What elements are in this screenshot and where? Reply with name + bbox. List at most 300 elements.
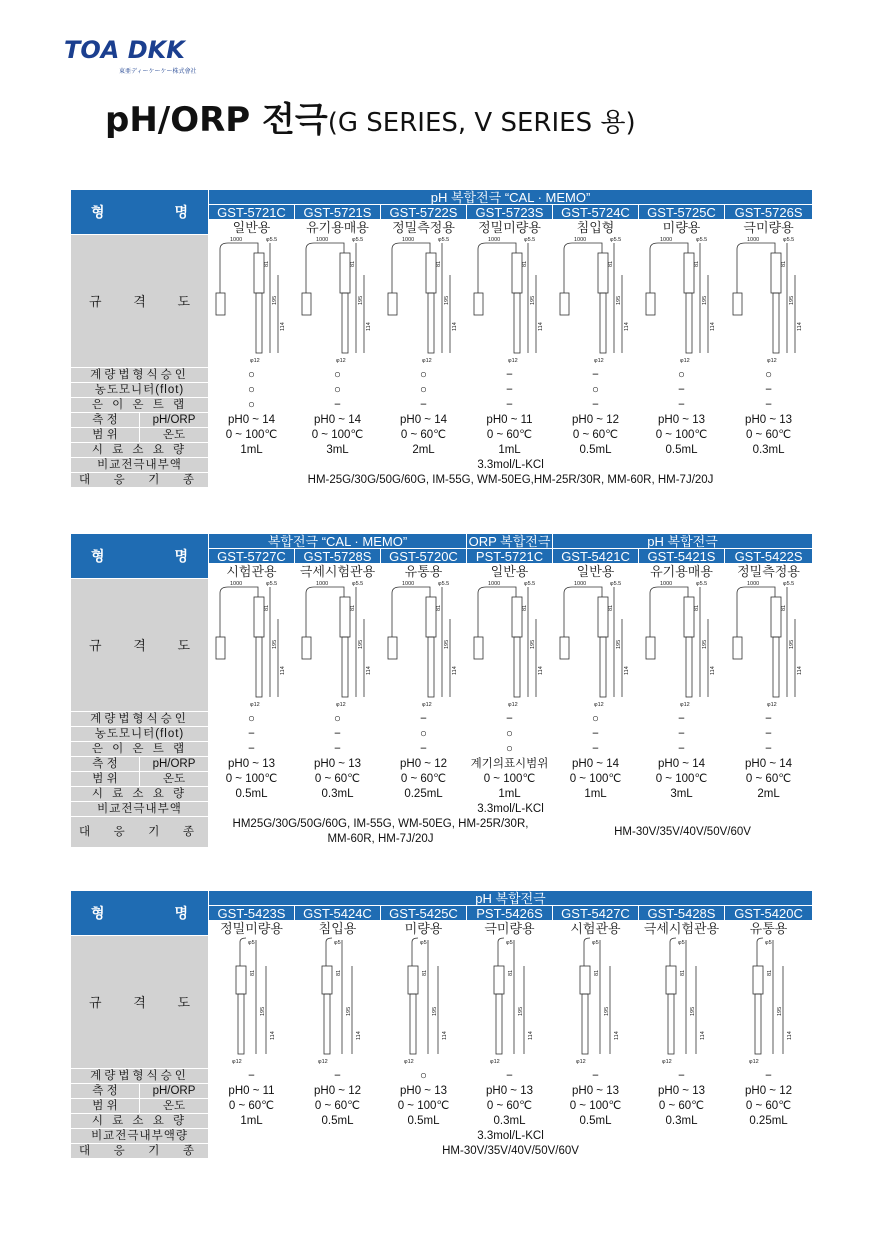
dimension-label: φ5.5 [609, 237, 621, 243]
model-label: 형 명 [71, 190, 209, 235]
dimension-label: φ5.5 [265, 581, 277, 587]
use-cell: 정밀측정용 [381, 220, 467, 235]
dimension-label: φ12 [661, 1059, 672, 1065]
approval-cell: − [639, 1069, 725, 1084]
electrode-cap [598, 253, 608, 293]
dimension-label: 81 [679, 969, 686, 976]
electrode-cap [598, 597, 608, 637]
approval-cell: − [467, 368, 553, 383]
sample-cell: 0.5mL [639, 443, 725, 458]
dimension-label: φ12 [317, 1059, 328, 1065]
monitor-cell: ○ [381, 383, 467, 398]
sample-cell: 0.5mL [295, 1114, 381, 1129]
cable-line [650, 243, 688, 293]
range-label-1: 측 정 [71, 757, 140, 772]
dimension-label: 114 [441, 1031, 448, 1040]
approval-cell: ○ [381, 368, 467, 383]
electrode-drawing [640, 936, 724, 1068]
dimension-label: 1000 [746, 581, 759, 587]
compatible-row [71, 817, 813, 848]
ph-cell: pH0 ~ 14 [725, 757, 813, 772]
dimension-label: φ12 [766, 358, 777, 364]
use-cell: 시험관용 [553, 921, 639, 936]
cable-line [564, 243, 602, 293]
ph-cell: pH0 ~ 11 [209, 1084, 295, 1099]
electrode-body [256, 637, 262, 697]
dimension-label: φ12 [593, 702, 604, 708]
dimension-label: 81 [766, 969, 773, 976]
dimension-label: 81 [349, 604, 356, 611]
dimension-label: 195 [776, 1006, 783, 1016]
use-cell: 미량용 [381, 921, 467, 936]
dimension-label: φ5 [505, 940, 513, 946]
monitor-row [71, 383, 813, 398]
drawing-label: 규 격 도 [71, 235, 209, 368]
dimension-label: 195 [701, 295, 708, 305]
approval-row [71, 1069, 813, 1084]
dimension-label: 114 [451, 666, 458, 675]
connector-shape [646, 637, 655, 659]
sample-cell: 0.5mL [553, 443, 639, 458]
temp-label: 온도 [140, 772, 209, 787]
monitor-cell: ○ [209, 383, 295, 398]
ion-cell: ○ [467, 742, 553, 757]
dimension-label: 114 [451, 322, 458, 331]
connector-shape [560, 293, 569, 315]
approval-cell: − [725, 1069, 813, 1084]
temp-row [71, 1099, 813, 1114]
spec-table-2 [70, 533, 813, 848]
dimension-label: φ5.5 [695, 581, 707, 587]
ph-cell: pH0 ~ 13 [553, 1084, 639, 1099]
dimension-label: φ5.5 [351, 581, 363, 587]
approval-cell: ○ [295, 368, 381, 383]
temp-cell: 0 ~ 60℃ [295, 1099, 381, 1114]
dimension-label: 114 [709, 666, 716, 675]
electrode-body [582, 994, 588, 1054]
ref-value: 3.3mol/L-KCl [209, 802, 813, 817]
dimension-label: φ12 [249, 358, 260, 364]
temp-cell: 0 ~ 60℃ [467, 1099, 553, 1114]
temp-row [71, 772, 813, 787]
ph-cell: pH0 ~ 13 [209, 757, 295, 772]
monitor-cell: − [553, 727, 639, 742]
compatible-label: 대 응 기 종 [71, 1144, 209, 1159]
dimension-label: φ5.5 [523, 237, 535, 243]
compatible-value-a [209, 817, 553, 848]
sample-row [71, 443, 813, 458]
cable-line [220, 243, 258, 293]
ion-row [71, 742, 813, 757]
brand-logo [64, 36, 214, 82]
dimension-label: 81 [780, 260, 787, 267]
compatible-line-1: HM25G/30G/50G/60G, IM-55G, WM-50EG, HM-25R/30R, [232, 818, 529, 830]
ion-cell: − [381, 398, 467, 413]
dimension-label: φ12 [403, 1059, 414, 1065]
compatible-label: 대 응 기 종 [71, 473, 209, 488]
model-cell: GST-5423S [209, 906, 295, 921]
drawing-cell [381, 235, 467, 368]
dimension-label: 195 [788, 639, 795, 649]
monitor-label: 농도모니터(flot) [71, 727, 209, 742]
electrode-cap [340, 253, 350, 293]
monitor-cell: ○ [467, 727, 553, 742]
electrode-body [324, 994, 330, 1054]
dimension-label: φ5 [677, 940, 685, 946]
electrode-cap [254, 253, 264, 293]
ion-cell: − [381, 742, 467, 757]
range-label-1: 측 정 [71, 413, 140, 428]
monitor-cell: − [209, 727, 295, 742]
dimension-label: φ5 [419, 940, 427, 946]
drawing-cell [553, 235, 639, 368]
approval-cell: ○ [295, 712, 381, 727]
approval-cell: ○ [209, 368, 295, 383]
sample-cell: 1mL [467, 787, 553, 802]
dimension-label: 1000 [573, 237, 586, 243]
ph-row [71, 1084, 813, 1099]
dimension-label: 1000 [315, 237, 328, 243]
dimension-label: φ5 [247, 940, 255, 946]
drawing-cell [467, 235, 553, 368]
ph-cell: pH0 ~ 13 [381, 1084, 467, 1099]
cable-line [670, 938, 676, 966]
dimension-label: 114 [613, 1031, 620, 1040]
ph-cell: pH0 ~ 14 [381, 413, 467, 428]
spec-table-3 [70, 890, 813, 1159]
use-cell: 극미량용 [725, 220, 813, 235]
electrode-body [686, 293, 692, 353]
ph-cell: pH0 ~ 12 [553, 413, 639, 428]
electrode-drawing [468, 579, 552, 711]
monitor-cell: − [639, 727, 725, 742]
ph-cell: pH0 ~ 12 [725, 1084, 813, 1099]
approval-cell: ○ [553, 712, 639, 727]
dimension-label: 81 [607, 260, 614, 267]
sample-cell: 2mL [725, 787, 813, 802]
dimension-label: 81 [521, 260, 528, 267]
compatible-value: HM-30V/35V/40V/50V/60V [209, 1144, 813, 1159]
dimension-label: φ5.5 [782, 237, 794, 243]
electrode-body [773, 293, 779, 353]
drawing-cell [639, 579, 725, 712]
dimension-label: 1000 [229, 581, 242, 587]
range-label-1: 측 정 [71, 1084, 140, 1099]
sample-cell: 0.3mL [639, 1114, 725, 1129]
approval-cell: ○ [381, 1069, 467, 1084]
cable-line [650, 587, 688, 637]
dimension-label: 114 [796, 322, 803, 331]
model-cell: GST-5723S [467, 205, 553, 220]
drawing-cell [467, 936, 553, 1069]
cable-line [737, 587, 775, 637]
electrode-body [238, 994, 244, 1054]
electrode-body [342, 637, 348, 697]
electrode-drawing [727, 235, 811, 367]
approval-cell: ○ [725, 368, 813, 383]
connector-shape [646, 293, 655, 315]
monitor-cell: − [725, 383, 813, 398]
cable-line [326, 938, 332, 966]
ion-cell: − [295, 398, 381, 413]
connector-shape [216, 293, 225, 315]
ph-cell: pH0 ~ 14 [553, 757, 639, 772]
ref-value: 3.3mol/L-KCl [209, 458, 813, 473]
ph-cell: pH0 ~ 13 [295, 757, 381, 772]
ref-row [71, 802, 813, 817]
monitor-cell: − [295, 727, 381, 742]
sample-cell: 0.5mL [209, 787, 295, 802]
ph-cell: pH0 ~ 13 [725, 413, 813, 428]
dimension-label: φ12 [249, 702, 260, 708]
sample-label: 시 료 소 요 량 [71, 1114, 209, 1129]
temp-cell: 0 ~ 100℃ [553, 1099, 639, 1114]
connector-shape [388, 293, 397, 315]
dimension-label: 195 [689, 1006, 696, 1016]
approval-cell: − [553, 368, 639, 383]
cable-line [392, 587, 430, 637]
dimension-label: 195 [357, 639, 364, 649]
dimension-label: 195 [529, 639, 536, 649]
electrode-drawing [210, 235, 294, 367]
dimension-label: 195 [443, 295, 450, 305]
range-label-2: 범 위 [71, 428, 140, 443]
drawing-cell [381, 579, 467, 712]
compatible-value: HM-25G/30G/50G/60G, IM-55G, WM-50EG,HM-25R/30R, MM-60R, HM-7J/20J [209, 473, 813, 488]
electrode-drawing [468, 235, 552, 367]
dimension-label: 81 [593, 969, 600, 976]
dimension-label: 1000 [487, 581, 500, 587]
dimension-label: φ12 [575, 1059, 586, 1065]
use-cell: 시험관용 [209, 564, 295, 579]
dimension-label: 114 [365, 322, 372, 331]
cable-line [584, 938, 590, 966]
electrode-drawing [382, 579, 466, 711]
sample-cell: 3mL [295, 443, 381, 458]
dimension-label: 195 [615, 639, 622, 649]
temp-cell: 0 ~ 100℃ [209, 772, 295, 787]
temp-cell: 0 ~ 60℃ [725, 428, 813, 443]
dimension-label: φ12 [766, 702, 777, 708]
use-cell: 정밀미량용 [467, 220, 553, 235]
use-cell: 침입형 [553, 220, 639, 235]
electrode-drawing [382, 235, 466, 367]
dimension-label: φ12 [748, 1059, 759, 1065]
temp-row [71, 428, 813, 443]
electrode-drawing [640, 235, 724, 367]
dimension-label: 81 [263, 604, 270, 611]
dimension-label: 1000 [573, 581, 586, 587]
temp-cell: 0 ~ 60℃ [295, 772, 381, 787]
ph-cell: pH0 ~ 13 [467, 1084, 553, 1099]
dimension-label: φ12 [335, 702, 346, 708]
dimension-label: 1000 [487, 237, 500, 243]
sample-cell: 0.25mL [381, 787, 467, 802]
dimension-label: φ12 [679, 702, 690, 708]
drawing-label: 규 격 도 [71, 579, 209, 712]
dimension-label: 195 [345, 1006, 352, 1016]
sample-cell: 1mL [467, 443, 553, 458]
dimension-label: 81 [521, 604, 528, 611]
ion-row [71, 398, 813, 413]
approval-cell: − [553, 1069, 639, 1084]
ph-cell: pH0 ~ 11 [467, 413, 553, 428]
approval-cell: − [209, 1069, 295, 1084]
group-header: pH 복합전극 [553, 534, 813, 549]
electrode-body [600, 293, 606, 353]
model-cell: PST-5426S [467, 906, 553, 921]
electrode-drawing [296, 579, 380, 711]
electrode-body [773, 637, 779, 697]
electrode-body [410, 994, 416, 1054]
sample-cell: 0.3mL [295, 787, 381, 802]
ph-cell: pH0 ~ 14 [639, 757, 725, 772]
drawing-cell [381, 936, 467, 1069]
dimension-label: φ5.5 [351, 237, 363, 243]
cable-line [478, 587, 516, 637]
dimension-label: 114 [623, 666, 630, 675]
sample-label: 시 료 소 요 량 [71, 443, 209, 458]
temp-cell: 0 ~ 60℃ [381, 428, 467, 443]
electrode-cap [494, 966, 504, 994]
ion-label: 은 이 온 트 랩 [71, 398, 209, 413]
dimension-label: φ5.5 [437, 237, 449, 243]
sample-cell: 0.3mL [467, 1114, 553, 1129]
dimension-label: 81 [507, 969, 514, 976]
electrode-drawing [640, 579, 724, 711]
drawing-row [71, 235, 813, 368]
electrode-cap [322, 966, 332, 994]
use-cell: 미량용 [639, 220, 725, 235]
ph-cell: 계기의표시범위 [467, 757, 553, 772]
model-cell: GST-5421C [553, 549, 639, 564]
compatible-value-b: HM-30V/35V/40V/50V/60V [553, 817, 813, 848]
dimension-label: 114 [623, 322, 630, 331]
cable-line [498, 938, 504, 966]
dimension-label: 81 [780, 604, 787, 611]
approval-cell: − [725, 712, 813, 727]
sample-row [71, 787, 813, 802]
model-label: 형 명 [71, 891, 209, 936]
temp-cell: 0 ~ 100℃ [639, 772, 725, 787]
drawing-cell [725, 235, 813, 368]
electrode-drawing [727, 579, 811, 711]
dimension-label: 114 [365, 666, 372, 675]
dimension-label: 1000 [315, 581, 328, 587]
dimension-label: 195 [271, 295, 278, 305]
dimension-label: 195 [271, 639, 278, 649]
dimension-label: 1000 [401, 581, 414, 587]
model-cell: GST-5727C [209, 549, 295, 564]
dimension-label: φ12 [507, 702, 518, 708]
range-label-2: 범 위 [71, 772, 140, 787]
electrode-cap [771, 597, 781, 637]
model-cell: GST-5721C [209, 205, 295, 220]
cable-line [240, 938, 246, 966]
monitor-cell: − [467, 383, 553, 398]
model-cell: GST-5721S [295, 205, 381, 220]
ion-cell: − [467, 398, 553, 413]
drawing-cell [295, 579, 381, 712]
connector-shape [560, 637, 569, 659]
model-cell: GST-5421S [639, 549, 725, 564]
electrode-body [514, 293, 520, 353]
logo-text: TOA DKK [64, 36, 185, 64]
ref-row [71, 1129, 813, 1144]
ion-cell: − [639, 398, 725, 413]
monitor-label: 농도모니터(flot) [71, 383, 209, 398]
approval-cell: − [295, 1069, 381, 1084]
sample-row [71, 1114, 813, 1129]
dimension-label: 81 [693, 260, 700, 267]
drawing-cell [725, 579, 813, 712]
monitor-cell: − [725, 727, 813, 742]
electrode-cap [426, 253, 436, 293]
phorp-label: pH/ORP [140, 413, 209, 428]
compatible-row [71, 473, 813, 488]
dimension-label: φ12 [489, 1059, 500, 1065]
approval-cell: ○ [639, 368, 725, 383]
drawing-cell [209, 936, 295, 1069]
electrode-body [428, 293, 434, 353]
drawing-cell [639, 235, 725, 368]
use-cell: 침입용 [295, 921, 381, 936]
drawing-cell [725, 936, 813, 1069]
approval-label: 계량법형식승인 [71, 368, 209, 383]
dimension-label: φ5 [591, 940, 599, 946]
dimension-label: 1000 [229, 237, 242, 243]
electrode-cap [340, 597, 350, 637]
model-cell: PST-5721C [467, 549, 553, 564]
sample-cell: 1mL [209, 1114, 295, 1129]
group-header: ORP 복합전극 [467, 534, 553, 549]
ion-cell: − [725, 398, 813, 413]
ph-cell: pH0 ~ 13 [639, 413, 725, 428]
model-cell: GST-5425C [381, 906, 467, 921]
electrode-body [342, 293, 348, 353]
approval-cell: − [381, 712, 467, 727]
ref-value: 3.3mol/L-KCl [209, 1129, 813, 1144]
phorp-label: pH/ORP [140, 1084, 209, 1099]
temp-cell: 0 ~ 60℃ [467, 428, 553, 443]
range-label-2: 범 위 [71, 1099, 140, 1114]
dimension-label: 1000 [659, 581, 672, 587]
cable-line [737, 243, 775, 293]
dimension-label: 81 [693, 604, 700, 611]
electrode-cap [580, 966, 590, 994]
electrode-cap [684, 597, 694, 637]
connector-shape [302, 293, 311, 315]
drawing-row [71, 936, 813, 1069]
drawing-cell [209, 579, 295, 712]
use-cell: 극미량용 [467, 921, 553, 936]
ion-cell: − [553, 742, 639, 757]
spec-table-1 [70, 189, 813, 488]
approval-cell: − [467, 1069, 553, 1084]
compatible-line-2: MM-60R, HM-7J/20J [327, 833, 434, 845]
dimension-label: 114 [279, 666, 286, 675]
temp-cell: 0 ~ 100℃ [209, 428, 295, 443]
electrode-cap [236, 966, 246, 994]
electrode-body [755, 994, 761, 1054]
dimension-label: φ12 [507, 358, 518, 364]
dimension-label: 81 [607, 604, 614, 611]
drawing-cell [467, 579, 553, 712]
electrode-drawing [727, 936, 811, 1068]
monitor-cell: ○ [553, 383, 639, 398]
dimension-label: 114 [537, 666, 544, 675]
use-cell: 유기용매용 [295, 220, 381, 235]
